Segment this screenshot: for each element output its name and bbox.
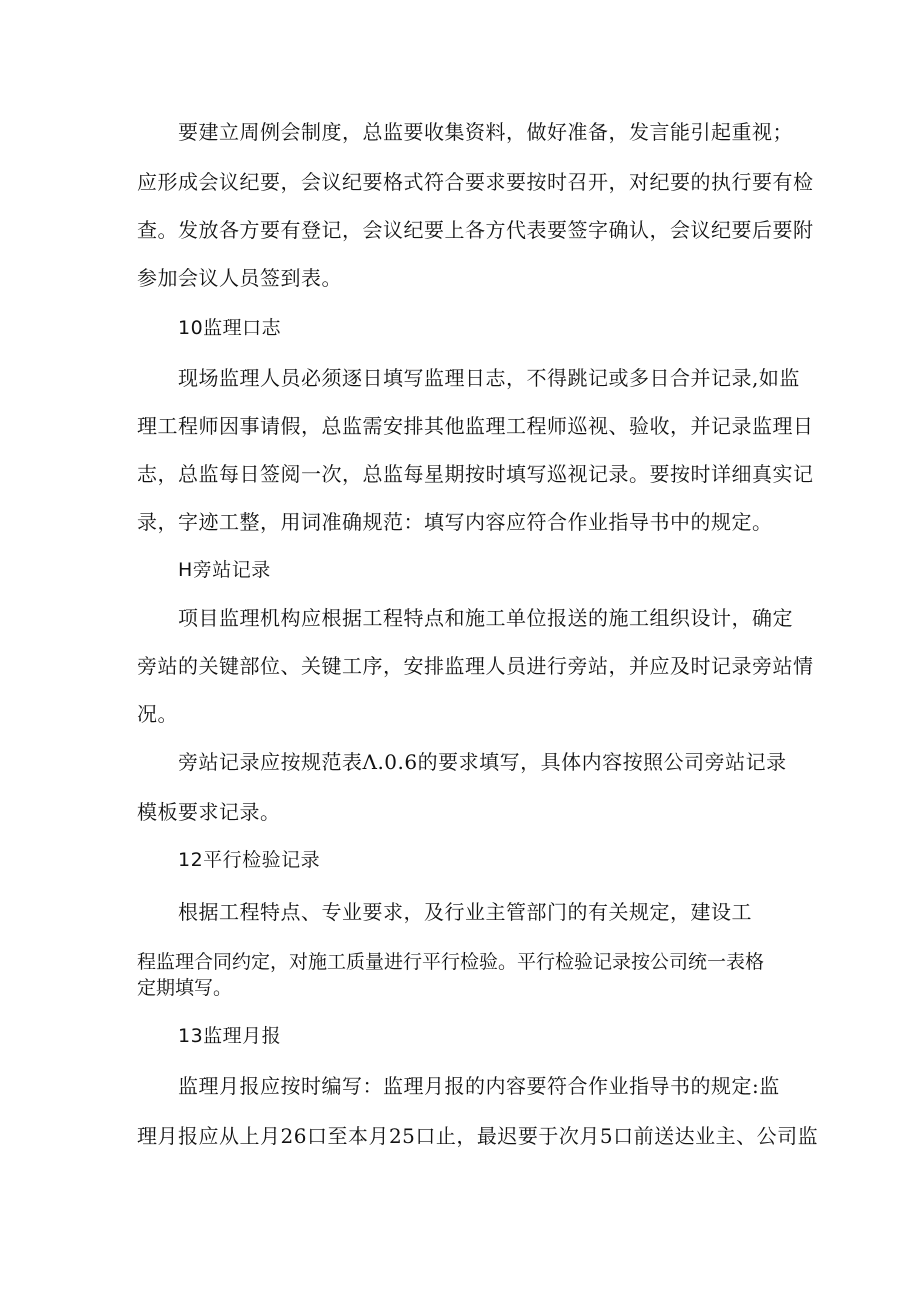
paragraph-line: 理月报应从上月26口至本月25口止，最迟要于次月5口前送达业主、公司监 xyxy=(137,1124,819,1148)
paragraph-line: 根据工程特点、专业要求，及行业主管部门的有关规定，建设工 xyxy=(178,900,752,924)
paragraph-line: 要建立周例会制度，总监要收集资料，做好准备，发言能引起重视； xyxy=(178,120,793,144)
paragraph-line: 况。 xyxy=(137,702,178,726)
paragraph-line: 旁站的关键部位、关键工序，安排监理人员进行旁站，并应及时记录旁站情 xyxy=(137,654,814,678)
paragraph-line: 模板要求记录。 xyxy=(137,800,281,824)
paragraph-line: 项目监理机构应根据工程特点和施工单位报送的施工组织设计，确定 xyxy=(178,606,793,630)
paragraph-line: 参加会议人员签到表。 xyxy=(137,266,342,290)
section-heading: 10监理口志 xyxy=(178,317,282,339)
paragraph-line: 志，总监每日签阅一次，总监每星期按时填写巡视记录。要按时详细真实记 xyxy=(137,462,814,486)
paragraph-line: 应形成会议纪要，会议纪要格式符合要求要按时召开，对纪要的执行要有检 xyxy=(137,170,814,194)
paragraph-line: 现场监理人员必须逐日填写监理日志，不得跳记或多日合并记录,如监 xyxy=(178,366,800,390)
section-heading: 12平行检验记录 xyxy=(178,849,321,871)
paragraph-line: 录，字迹工整，用词准确规范：填写内容应符合作业指导书中的规定。 xyxy=(137,510,773,534)
paragraph-line: 程监理合同约定，对施工质量进行平行检验。平行检验记录按公司统一表格 xyxy=(137,951,765,973)
paragraph-line: 查。发放各方要有登记，会议纪要上各方代表要签字确认，会议纪要后要附 xyxy=(137,218,814,242)
paragraph-line: 旁站记录应按规范表Λ.0.6的要求填写，具体内容按照公司旁站记录 xyxy=(178,750,787,774)
paragraph-line: 定期填写。 xyxy=(137,977,233,999)
paragraph-line: 理工程师因事请假，总监需安排其他监理工程师巡视、验收，并记录监理日 xyxy=(137,414,814,438)
section-heading: H旁站记录 xyxy=(178,559,271,581)
section-heading: 13监理月报 xyxy=(178,1025,282,1047)
paragraph-line: 监理月报应按时编写：监理月报的内容要符合作业指导书的规定:监 xyxy=(178,1074,780,1098)
